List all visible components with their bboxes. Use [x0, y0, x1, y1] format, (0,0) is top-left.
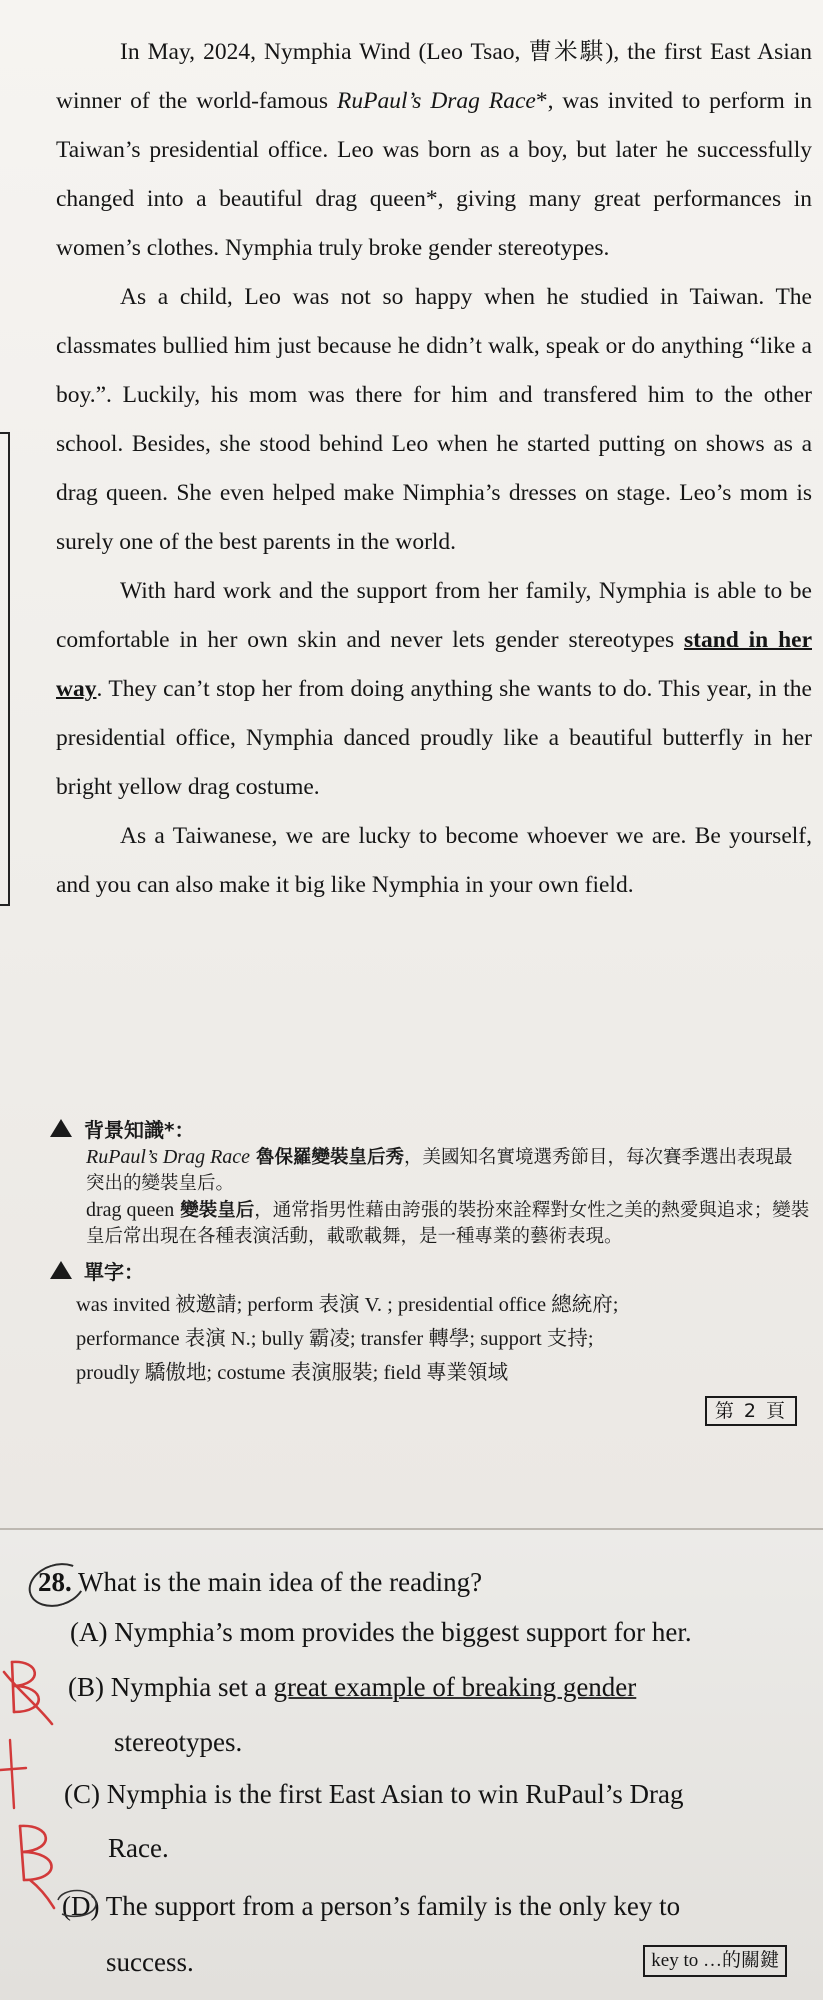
question-number — [38, 1560, 72, 1604]
question-stem-text: What is the main idea of the reading? — [78, 1567, 483, 1597]
bg-description: ，美國知名實境選秀節目，每次賽季選出表現最突出的變裝皇后。 — [86, 1147, 793, 1194]
paragraph-4: As a Taiwanese, we are lucky to become whoever we are. Be yourself, and you can also make it big like Nymphia in your own field. — [56, 823, 812, 898]
paragraph-3 — [56, 567, 812, 812]
option-b-underlined: great example of breaking gender — [273, 1672, 637, 1702]
paragraph-1-part-a: In May, 2024, Nymphia Wind (Leo Tsao, 曹米騏), the first East Asian winner of the world-famous — [56, 39, 812, 114]
background-heading — [50, 1112, 810, 1144]
question-stem — [38, 1560, 798, 1604]
bg-description: ，通常指男性藉由誇張的裝扮來詮釋對女性之美的熱愛與追求；變裝皇后常出現在各種表演活動，載歌載舞，是一種專業的藝術表現。 — [86, 1200, 810, 1247]
vocab-line: was invited 被邀請; perform 表演 V. ; presidential office 總統府; — [76, 1294, 619, 1316]
vocabulary-list — [76, 1288, 810, 1390]
reading-article — [56, 28, 812, 910]
key-to-note-box: key to …的關鍵 — [643, 1945, 787, 1977]
page-number-box: 第 2 頁 — [705, 1396, 797, 1426]
paragraph-2: As a child, Leo was not so happy when he studied in Taiwan. The classmates bullied him just because he didn’t walk, speak or do anything “like a boy.”. Luckily, his mom was there for him and transfered him to the other school. Besides, she stood behind Leo when he started putting on shows as a drag queen. She even helped make Nimphia’s dresses on stage. Leo’s mom is surely one of the best parents in the world. — [56, 284, 812, 555]
background-item-1 — [86, 1144, 810, 1197]
triangle-bullet-icon — [50, 1261, 72, 1279]
paragraph-3-part-a: With hard work and the support from her family, Nymphia is able to be comfortable in her own skin and never lets gender stereotypes — [56, 578, 812, 653]
option-c-continued: Race. — [108, 1833, 169, 1863]
bg-term-chinese: 魯保羅變裝皇后秀 — [255, 1147, 404, 1168]
bg-term-english: RuPaul’s Drag Race — [86, 1146, 251, 1168]
option-c[interactable]: (C) Nymphia is the first East Asian to win RuPaul’s Drag — [64, 1779, 684, 1809]
notes-section — [50, 1112, 810, 1390]
vocab-line: proudly 驕傲地; costume 表演服裝; field 專業領域 — [76, 1362, 509, 1384]
option-d[interactable]: (D) The support from a person’s family is the only key to — [62, 1891, 681, 1921]
show-title-italic: RuPaul’s Drag Race — [336, 88, 536, 114]
underlined-phrase: stand in her way — [56, 627, 812, 702]
paragraph-1-part-b: *, was invited to perform in Taiwan’s presidential office. Leo was born as a boy, but later he successfully changed into a beautiful drag queen*, giving many great performances in women’s clothes. Nymphia truly broke gender stereotypes. — [56, 88, 813, 261]
binder-bracket-mark — [0, 432, 10, 906]
bg-term-english: drag queen — [86, 1199, 175, 1221]
option-a[interactable]: (A) Nymphia’s mom provides the biggest support for her. — [70, 1617, 692, 1647]
triangle-bullet-icon — [50, 1119, 72, 1137]
background-heading-text: 背景知識*： — [84, 1117, 195, 1142]
bg-term-chinese: 變裝皇后 — [180, 1200, 255, 1221]
paragraph-3-part-b: . They can’t stop her from doing anything she wants to do. This year, in the presidential office, Nymphia danced proudly like a beautiful butterfly in her bright yellow drag costume. — [56, 676, 812, 800]
option-b-continued: stereotypes. — [114, 1727, 243, 1757]
option-b-prefix: (B) Nymphia set a — [68, 1672, 274, 1702]
question-number-text: 28. — [38, 1567, 72, 1597]
vocab-heading-text: 單字： — [84, 1259, 144, 1284]
vocab-line: performance 表演 N.; bully 霸凌; transfer 轉學; support 支持; — [76, 1328, 594, 1350]
background-item-2 — [86, 1197, 810, 1250]
option-d-continued: success. — [106, 1947, 194, 1977]
paragraph-1 — [56, 28, 812, 273]
vocab-heading — [50, 1254, 810, 1286]
option-b[interactable] — [68, 1667, 636, 1707]
